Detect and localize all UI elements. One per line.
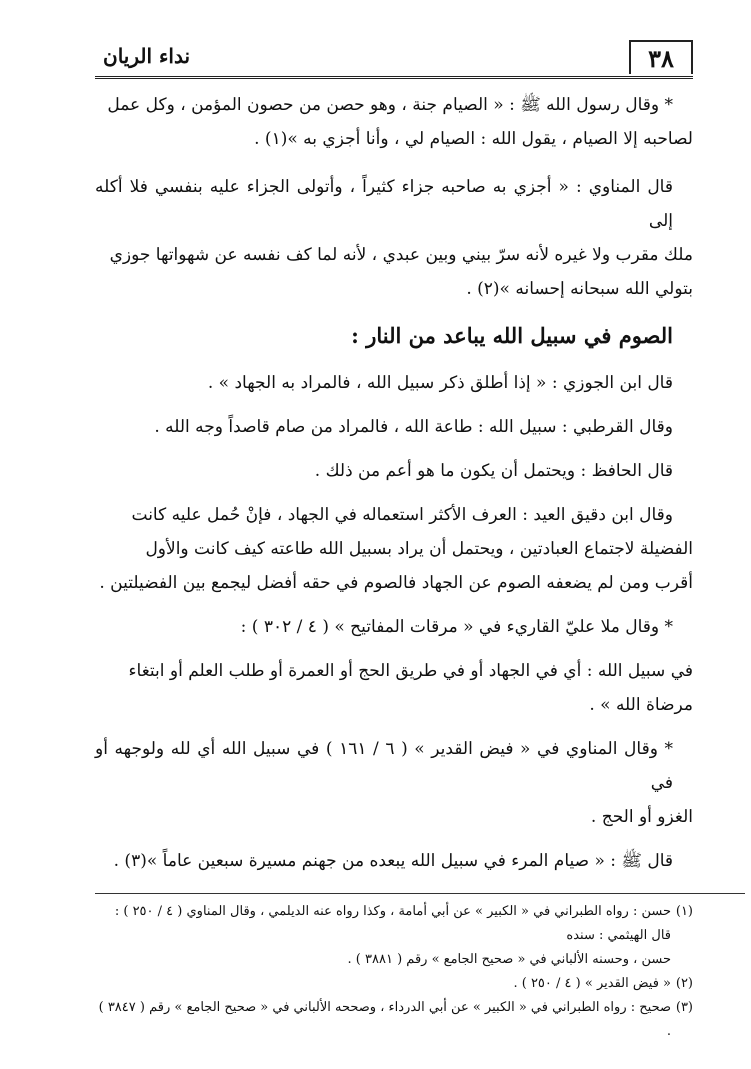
footnote-text: حسن : رواه الطبراني في « الكبير » عن أبي أمامة ، وكذا رواه عنه الديلمي ، وقال المناوي ( ٤ / ٢٥٠ ) : قال الهيثمي : سنده	[114, 904, 671, 943]
page-body	[95, 88, 693, 878]
ibn-jawzi-quote: قال ابن الجوزي : « إذا أطلق ذكر سبيل الله ، فالمراد به الجهاد » .	[207, 373, 673, 393]
footnote-3	[95, 996, 693, 1044]
footnote-marker: (١)	[675, 904, 693, 919]
ibn-daqiq-line: الفضيلة لاجتماع العبادتين ، ويحتمل أن يراد بسبيل الله طاعته كيف كانت والأول	[145, 539, 693, 559]
running-header	[95, 40, 693, 79]
footnote-1	[95, 900, 693, 948]
book-title: نداء الريان	[103, 44, 191, 68]
footnote-marker: (٣)	[675, 1000, 693, 1015]
footnote-divider	[95, 893, 745, 894]
qurtubi-quote: وقال القرطبي : سبيل الله : طاعة الله ، فالمراد من صام قاصداً وجه الله .	[154, 417, 673, 437]
hadith-paragraph-line: لصاحبه إلا الصيام ، يقول الله : الصيام لي ، وأنا أجزي به »(١) .	[254, 129, 693, 149]
footnote-marker: (٢)	[675, 976, 693, 991]
footnote-1-continued: حسن ، وحسنه الألباني في « صحيح الجامع » رقم ( ٣٨٨١ ) .	[347, 952, 671, 967]
section-heading: الصوم في سبيل الله يباعد من النار :	[351, 323, 673, 348]
hadith-paragraph-line: * وقال رسول الله ﷺ : « الصيام جنة ، وهو حصن من حصون المؤمن ، وكل عمل	[107, 95, 673, 115]
page-number: ٣٨	[629, 40, 693, 74]
footnote-text: « فيض القدير » ( ٤ / ٢٥٠ ) .	[513, 976, 671, 991]
munawi-faid-line: الغزو أو الحج .	[590, 807, 693, 827]
munawi-commentary-line: قال المناوي : « أجزي به صاحبه جزاء كثيراً ، وأتولى الجزاء عليه بنفسي فلا أكله إلى	[95, 177, 673, 231]
munawi-commentary-line: بتولي الله سبحانه إحسانه »(٢) .	[466, 279, 693, 299]
fi-sabil-line: مرضاة الله » .	[589, 695, 693, 715]
munawi-commentary-line: ملك مقرب ولا غيره لأنه سرّ بيني وبين عبدي ، لأنه لما كف نفسه عن شهواتها جوزي	[109, 245, 693, 265]
footnotes	[95, 900, 693, 1044]
footnote-2	[95, 972, 693, 996]
ibn-daqiq-line: وقال ابن دقيق العيد : العرف الأكثر استعماله في الجهاد ، فإنْ حُمل عليه كانت	[131, 505, 673, 525]
footnote-text: صحيح : رواه الطبراني في « الكبير » عن أبي الدرداء ، وصححه الألباني في « صحيح الجامع » رقم ( ٣٨٤٧ ) .	[98, 1000, 671, 1039]
fi-sabil-line: في سبيل الله : أي في الجهاد أو في طريق الحج أو العمرة أو طلب العلم أو ابتغاء	[128, 661, 693, 681]
munawi-faid-line: * وقال المناوي في « فيض القدير » ( ٦ / ١٦١ ) في سبيل الله أي لله ولوجهه أو في	[95, 739, 673, 793]
closing-hadith: قال ﷺ : « صيام المرء في سبيل الله يبعده من جهنم مسيرة سبعين عاماً »(٣) .	[113, 851, 673, 871]
hafiz-quote: قال الحافظ : ويحتمل أن يكون ما هو أعم من ذلك .	[314, 461, 673, 481]
ibn-daqiq-line: أقرب ومن لم يضعفه الصوم عن الجهاد فالصوم في حقه أفضل ليجمع بين الفضيلتين .	[99, 573, 693, 593]
mulla-ali-quote: * وقال ملا عليّ القاريء في « مرقات المفاتيح » ( ٤ / ٣٠٢ ) :	[240, 617, 673, 637]
